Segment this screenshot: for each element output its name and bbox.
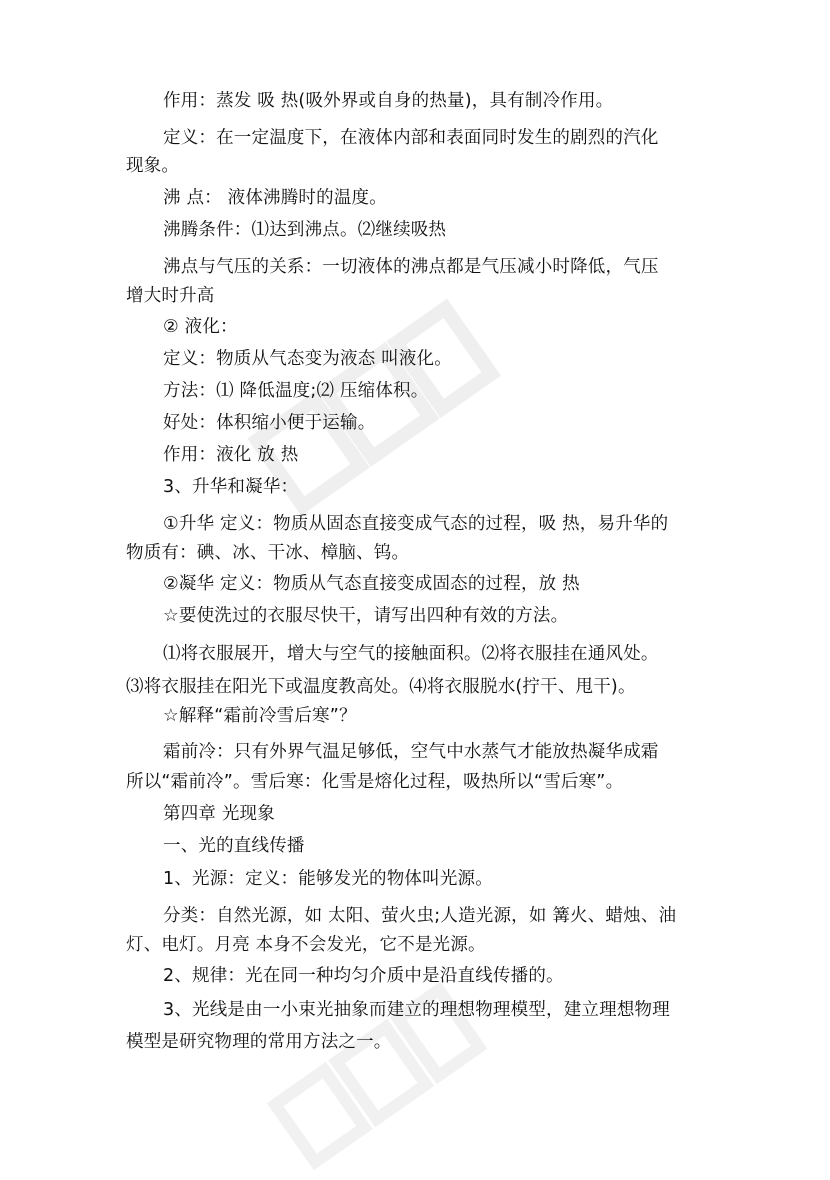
text-line: 沸点与气压的关系：一切液体的沸点都是气压减小时降低，气压 (163, 257, 659, 277)
text-line: ⑶将衣服挂在阳光下或温度教高处。⑷将衣服脱水(拧干、甩干)。 (126, 677, 636, 697)
text-line: 沸 点： 液体沸腾时的温度。 (163, 188, 387, 208)
text-line: 2、规律：光在同一种均匀介质中是沿直线传播的。 (163, 966, 564, 986)
text-line: ①升华 定义：物质从固态直接变成气态的过程，吸 热，易升华的 (163, 514, 669, 534)
text-line: 3、光线是由一小束光抽象而建立的理想物理模型，建立理想物理 (163, 1000, 670, 1020)
text-line: 现象。 (126, 156, 180, 176)
text-line: 分类：自然光源，如 太阳、萤火虫;人造光源，如 篝火、蜡烛、油 (163, 906, 677, 926)
text-line: 好处：体积缩小便于运输。 (163, 413, 376, 433)
text-line: ☆解释“霜前冷雪后寒”？ (163, 706, 357, 726)
text-line: 定义：在一定温度下，在液体内部和表面同时发生的剧烈的汽化 (163, 128, 659, 148)
text-line: 增大时升高 (126, 286, 215, 306)
text-line: 沸腾条件：⑴达到沸点。⑵继续吸热 (163, 220, 447, 240)
text-line: 一、光的直线传播 (163, 836, 305, 856)
text-line: 定义：物质从气态变为液态 叫液化。 (163, 349, 452, 369)
text-line: 物质有：碘、冰、干冰、樟脑、钨。 (126, 543, 410, 563)
text-line: 作用：蒸发 吸 热(吸外界或自身的热量)，具有制冷作用。 (163, 91, 614, 111)
text-line: 灯、电灯。月亮 本身不会发光，它不是光源。 (126, 935, 486, 955)
text-line: 第四章 光现象 (163, 804, 275, 824)
text-line: 3、升华和凝华： (163, 477, 299, 497)
text-line: 霜前冷：只有外界气温足够低，空气中水蒸气才能放热凝华成霜 (163, 742, 659, 762)
text-line: 所以“霜前冷”。雪后寒：化雪是熔化过程，吸热所以“雪后寒”。 (126, 772, 624, 792)
text-line: 作用：液化 放 热 (163, 445, 299, 465)
text-line: ⑴将衣服展开，增大与空气的接触面积。⑵将衣服挂在通风处。 (163, 644, 659, 664)
text-line: ② 液化： (163, 317, 238, 337)
text-line: ☆要使洗过的衣服尽快干，请写出四种有效的方法。 (163, 606, 569, 626)
text-line: 模型是研究物理的常用方法之一。 (126, 1032, 392, 1052)
text-line: 方法：⑴ 降低温度;⑵ 压缩体积。 (163, 381, 429, 401)
text-line: 1、光源：定义：能够发光的物体叫光源。 (163, 869, 493, 889)
text-line: ②凝华 定义：物质从气态直接变成固态的过程，放 热 (163, 574, 580, 594)
